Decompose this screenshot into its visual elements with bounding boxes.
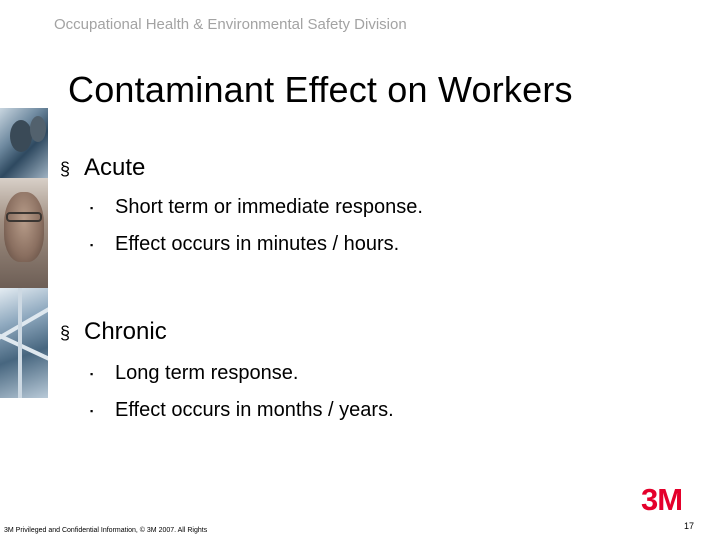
division-header: Occupational Health & Environmental Safety Division: [54, 16, 407, 33]
bullet-marker-icon: §: [60, 159, 71, 179]
sub-bullet-marker-icon: ▪: [90, 369, 94, 379]
photo-hearing-protection: [0, 108, 48, 178]
confidential-notice: 3M Privileged and Confidential Information, © 3M 2007. All Rights: [4, 527, 208, 534]
photo-worker-face: [0, 178, 48, 288]
acute-item-2: Effect occurs in minutes / hours.: [115, 233, 400, 255]
sub-bullet-marker-icon: ▪: [90, 406, 94, 416]
bullet-marker-icon: §: [60, 323, 71, 343]
section-heading-acute: Acute: [84, 154, 146, 181]
chronic-item-1: Long term response.: [115, 362, 299, 384]
section-heading-chronic: Chronic: [84, 318, 167, 345]
acute-item-1: Short term or immediate response.: [115, 196, 423, 218]
svg-text:3M: 3M: [641, 484, 683, 514]
sub-bullet-marker-icon: ▪: [90, 240, 94, 250]
page-number: 17: [683, 521, 694, 531]
slide-title: Contaminant Effect on Workers: [68, 69, 573, 110]
sub-bullet-marker-icon: ▪: [90, 203, 94, 213]
photo-strip: [0, 108, 48, 398]
3m-logo-icon: [641, 484, 695, 514]
photo-steel-structure: [0, 288, 48, 398]
chronic-item-2: Effect occurs in months / years.: [115, 399, 394, 421]
